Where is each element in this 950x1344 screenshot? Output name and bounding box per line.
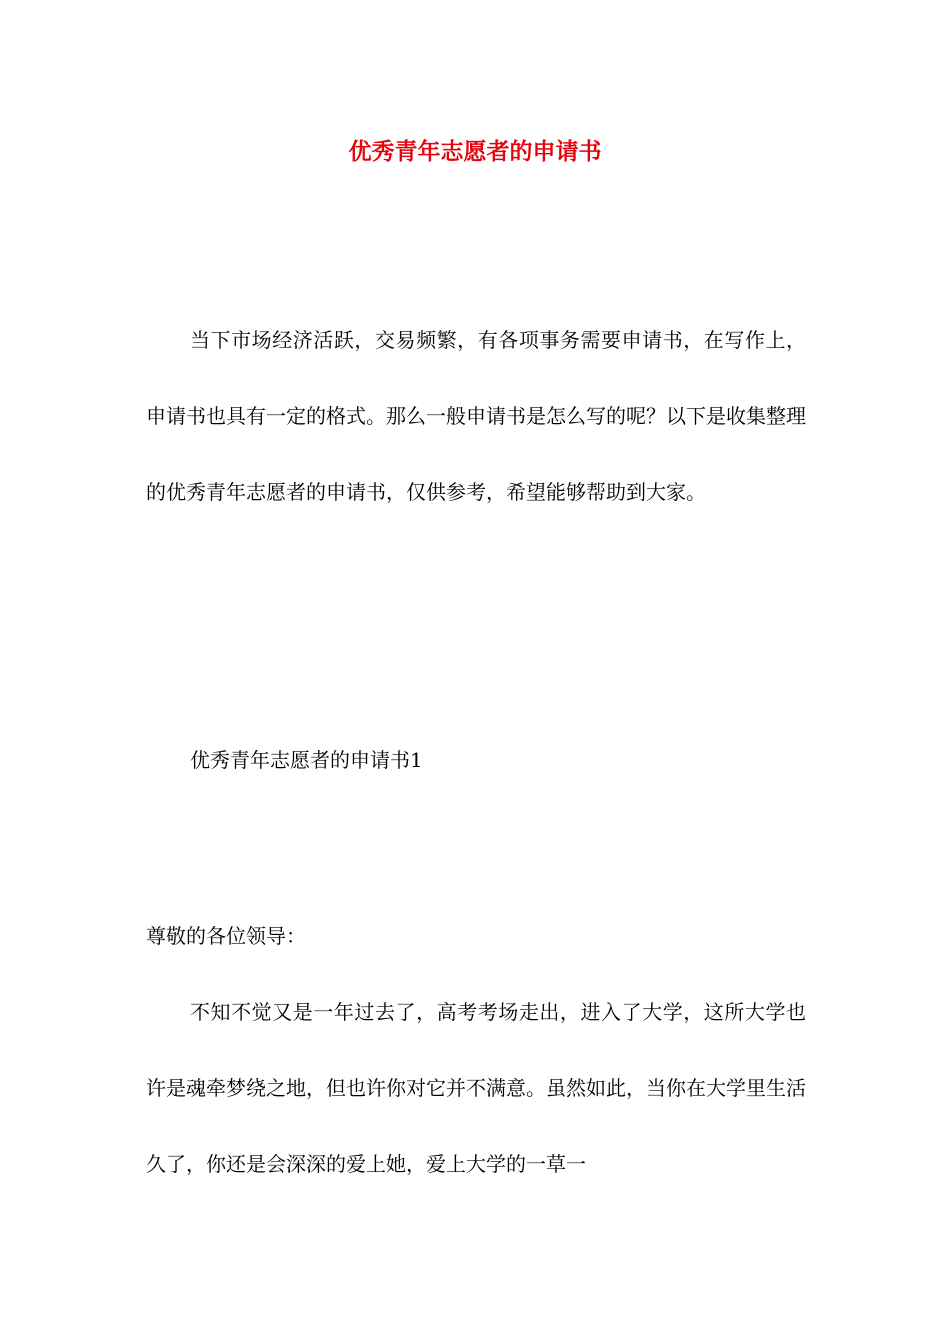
salutation: 尊敬的各位领导：	[146, 924, 306, 948]
body-paragraph: 不知不觉又是一年过去了，高考考场走出，进入了大学，这所大学也许是魂牵梦绕之地，但也许你对它并不满意。虽然如此，当你在大学里生活久了，你还是会深深的爱上她，爱上大学的一草一	[146, 1000, 806, 1176]
intro-paragraph: 当下市场经济活跃，交易频繁，有各项事务需要申请书，在写作上，申请书也具有一定的格式。那么一般申请书是怎么写的呢？以下是收集整理的优秀青年志愿者的申请书，仅供参考，希望能够帮助到大家。	[146, 328, 806, 504]
section-heading: 优秀青年志愿者的申请书1	[190, 748, 423, 772]
document-title: 优秀青年志愿者的申请书	[348, 138, 602, 165]
